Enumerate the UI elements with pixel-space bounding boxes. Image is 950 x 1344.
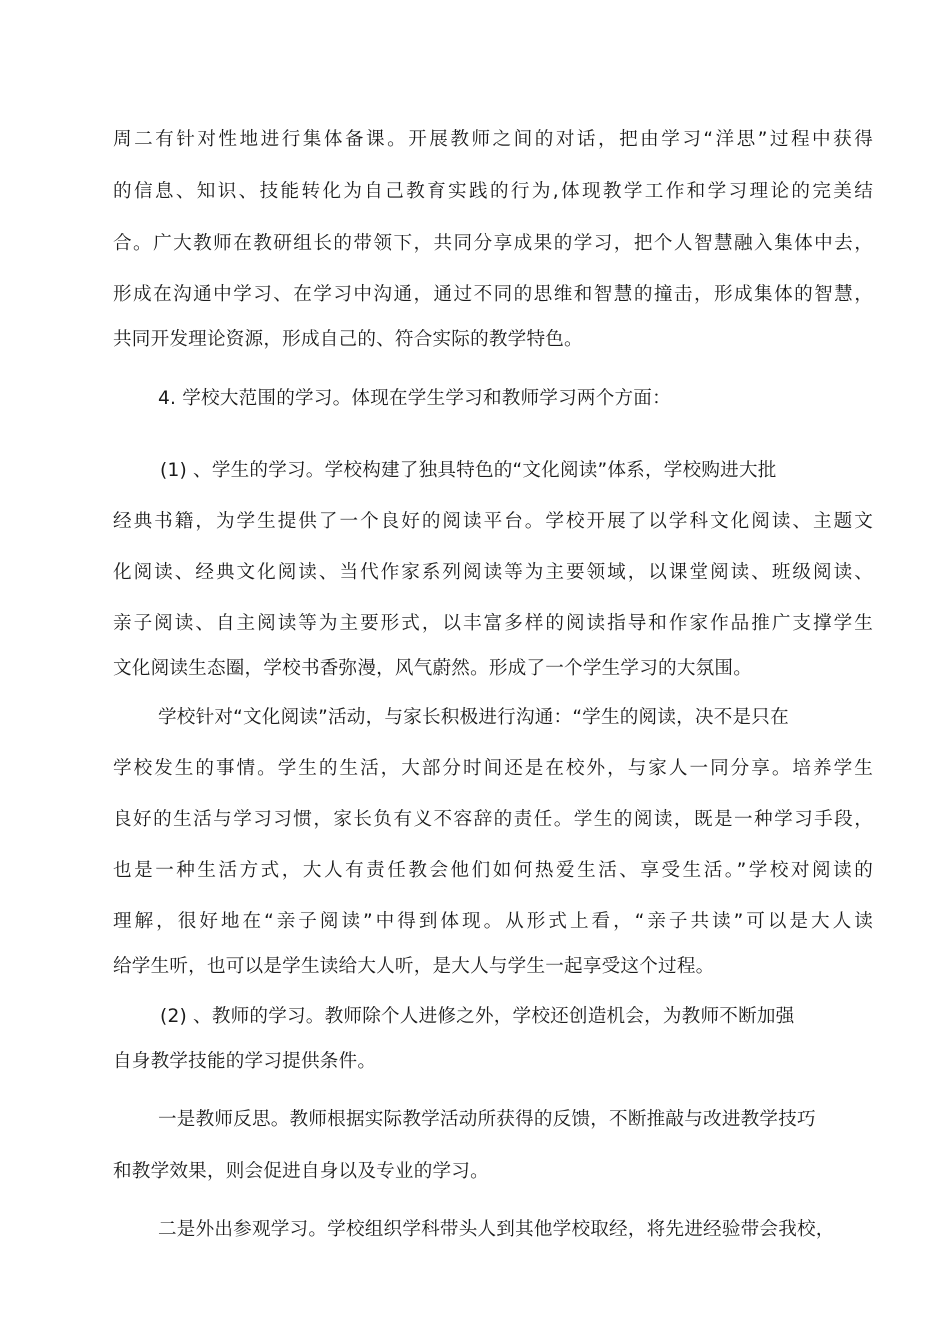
text-line: (2) 、教师的学习。教师除个人进修之外，学校还创造机会，为教师不断加强 xyxy=(160,1006,795,1027)
text-line: 的信息、知识、技能转化为自己教育实践的行为,体现教学工作和学习理论的完美结 xyxy=(113,181,873,202)
text-line: 文化阅读生态圈，学校书香弥漫，风气蔚然。形成了一个学生学习的大氛围。 xyxy=(113,658,752,679)
text-line: 自身教学技能的学习提供条件。 xyxy=(113,1051,377,1072)
text-line: 合。广大教师在教研组长的带领下，共同分享成果的学习，把个人智慧融入集体中去， xyxy=(113,233,873,254)
text-line: 也是一种生活方式，大人有责任教会他们如何热爱生活、享受生活。”学校对阅读的 xyxy=(113,860,873,881)
text-line: (1) 、学生的学习。学校构建了独具特色的“文化阅读”体系，学校购进大批 xyxy=(160,460,777,481)
text-line: 学校发生的事情。学生的生活，大部分时间还是在校外，与家人一同分享。培养学生 xyxy=(113,758,873,779)
text-line: 共同开发理论资源，形成自己的、符合实际的教学特色。 xyxy=(113,329,583,350)
text-line: 化阅读、经典文化阅读、当代作家系列阅读等为主要领域，以课堂阅读、班级阅读、 xyxy=(113,562,873,583)
list-item-heading: 4. 学校大范围的学习。体现在学生学习和教师学习两个方面： xyxy=(158,388,671,409)
text-line: 二是外出参观学习。学校组织学科带头人到其他学校取经，将先进经验带会我校， xyxy=(158,1219,835,1240)
text-line: 经典书籍，为学生提供了一个良好的阅读平台。学校开展了以学科文化阅读、主题文 xyxy=(113,511,873,532)
text-line: 给学生听，也可以是学生读给大人听，是大人与学生一起享受这个过程。 xyxy=(113,956,715,977)
text-line: 理解，很好地在“亲子阅读”中得到体现。从形式上看，“亲子共读”可以是大人读 xyxy=(113,911,873,932)
text-line: 学校针对“文化阅读”活动，与家长积极进行沟通：“学生的阅读，决不是只在 xyxy=(158,707,789,728)
text-line: 亲子阅读、自主阅读等为主要形式，以丰富多样的阅读指导和作家作品推广支撑学生 xyxy=(113,613,873,634)
text-line: 良好的生活与学习习惯，家长负有义不容辞的责任。学生的阅读，既是一种学习手段， xyxy=(113,809,873,830)
text-line: 形成在沟通中学习、在学习中沟通，通过不同的思维和智慧的撞击，形成集体的智慧， xyxy=(113,284,873,305)
text-line: 一是教师反思。教师根据实际教学活动所获得的反馈，不断推敲与改进教学技巧 xyxy=(158,1109,816,1130)
text-line: 周二有针对性地进行集体备课。开展教师之间的对话，把由学习“洋思”过程中获得 xyxy=(113,129,873,150)
text-line: 和教学效果，则会促进自身以及专业的学习。 xyxy=(113,1161,489,1182)
